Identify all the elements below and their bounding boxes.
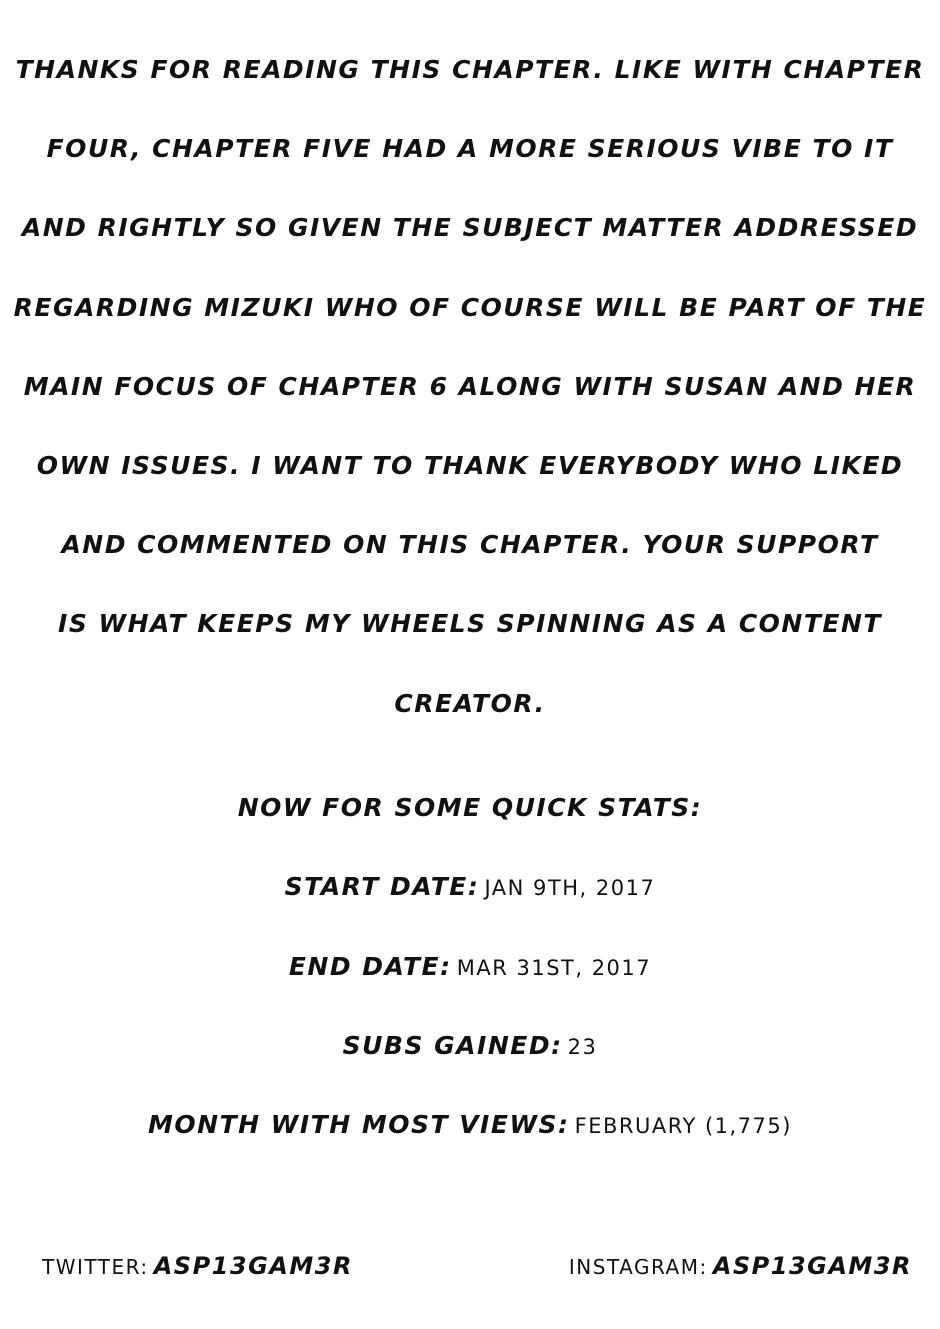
stat-value: MAR 31ST, 2017 [456, 956, 652, 980]
paragraph-line: AND RIGHTLY SO GIVEN THE SUBJECT MATTER ADDRESSED [21, 213, 919, 242]
paragraph-line: OWN ISSUES. I WANT TO THANK EVERYBODY WHO LIKED [36, 451, 904, 480]
stat-end-date [0, 952, 940, 985]
paragraph-line: CREATOR. [394, 689, 546, 718]
twitter-label: TWITTER: [42, 1255, 149, 1279]
stat-subs-gained [0, 1031, 940, 1064]
stat-label: START DATE: [284, 872, 480, 901]
paragraph-line: IS WHAT KEEPS MY WHEELS SPINNING AS A CONTENT [58, 609, 882, 638]
paragraph-line: THANKS FOR READING THIS CHAPTER. LIKE WITH CHAPTER [15, 55, 925, 84]
instagram-handle: ASP13GAM3R [712, 1252, 912, 1280]
stat-value: 23 [567, 1035, 598, 1059]
twitter-credit [42, 1251, 353, 1284]
stat-value: FEBRUARY (1,775) [574, 1114, 792, 1138]
stats-heading: NOW FOR SOME QUICK STATS: [237, 793, 703, 822]
stat-label: END DATE: [288, 952, 452, 981]
instagram-label: INSTAGRAM: [568, 1255, 708, 1279]
paragraph-line: MAIN FOCUS OF CHAPTER 6 ALONG WITH SUSAN AND HER [23, 372, 917, 401]
stat-label: SUBS GAINED: [342, 1031, 563, 1060]
instagram-credit [569, 1251, 912, 1284]
stat-start-date [0, 872, 940, 905]
paragraph-line: FOUR, CHAPTER FIVE HAD A MORE SERIOUS VIBE TO IT [46, 134, 894, 163]
twitter-handle: ASP13GAM3R [153, 1252, 353, 1280]
stat-most-views [0, 1110, 940, 1143]
stat-label: MONTH WITH MOST VIEWS: [148, 1110, 570, 1139]
paragraph-line: REGARDING MIZUKI WHO OF COURSE WILL BE PART OF THE [13, 293, 927, 322]
stat-value: JAN 9TH, 2017 [484, 876, 656, 900]
paragraph-line: AND COMMENTED ON THIS CHAPTER. YOUR SUPPORT [61, 530, 879, 559]
